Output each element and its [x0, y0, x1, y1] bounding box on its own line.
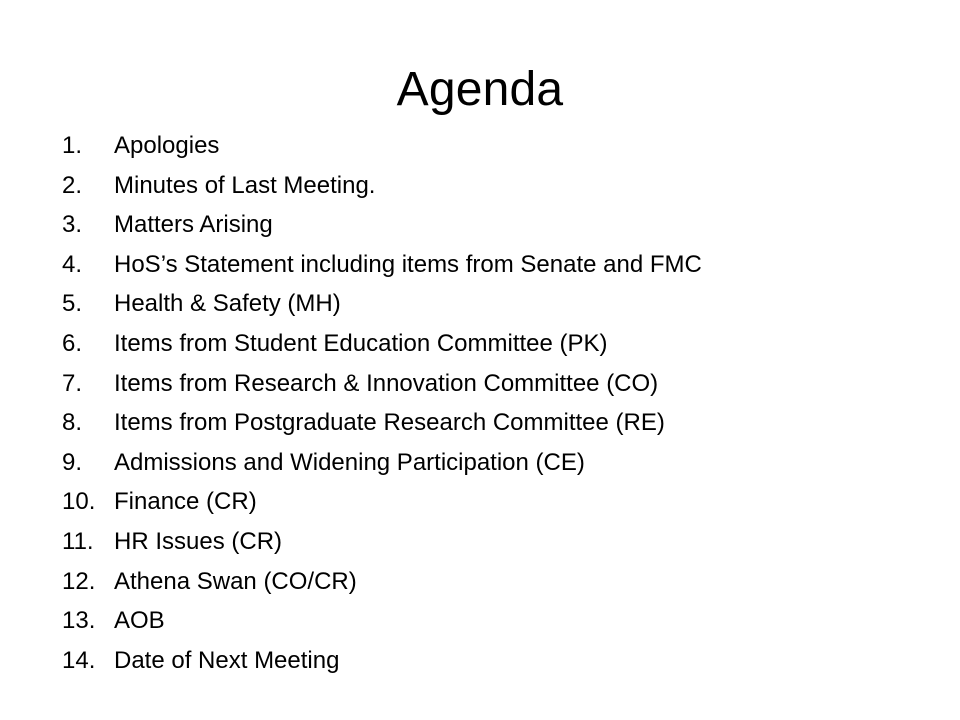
- agenda-item: [62, 126, 922, 166]
- agenda-item-text: Minutes of Last Meeting.: [114, 171, 376, 199]
- agenda-item: [62, 403, 922, 443]
- agenda-item-text: HR Issues (CR): [114, 527, 283, 555]
- agenda-item-text: AOB: [114, 607, 165, 635]
- agenda-item: [62, 522, 922, 562]
- agenda-item: [62, 284, 922, 324]
- agenda-item-text: Athena Swan (CO/CR): [114, 567, 357, 595]
- agenda-item-number: 6.: [62, 329, 83, 357]
- agenda-item: [62, 641, 922, 681]
- agenda-item: [62, 205, 922, 245]
- agenda-item-text: Finance (CR): [114, 488, 257, 516]
- agenda-item: [62, 364, 922, 404]
- agenda-item-text: Health & Safety (MH): [114, 290, 341, 318]
- agenda-item-number: 10.: [62, 488, 96, 516]
- agenda-item-number: 9.: [62, 448, 83, 476]
- agenda-item: [62, 482, 922, 522]
- agenda-item-number: 1.: [62, 132, 83, 159]
- agenda-item-number: 8.: [62, 409, 83, 437]
- agenda-item-number: 5.: [62, 290, 83, 318]
- agenda-item-number: 12.: [62, 567, 96, 595]
- agenda-item: [62, 324, 922, 364]
- slide-title: Agenda: [396, 63, 564, 116]
- agenda-item-text: Apologies: [114, 132, 220, 159]
- agenda-item-number: 11.: [62, 527, 94, 555]
- agenda-item-number: 3.: [62, 211, 83, 239]
- agenda-item: [62, 245, 922, 285]
- agenda-item-number: 13.: [62, 607, 96, 635]
- agenda-list: [62, 126, 922, 680]
- agenda-item-text: Items from Student Education Committee (PK): [114, 329, 608, 357]
- agenda-item-number: 2.: [62, 171, 83, 199]
- agenda-item: [62, 562, 922, 602]
- agenda-item-text: Date of Next Meeting: [114, 646, 340, 674]
- agenda-item-number: 7.: [62, 369, 83, 397]
- agenda-item: [62, 166, 922, 206]
- agenda-item-number: 4.: [62, 250, 83, 278]
- agenda-item-number: 14.: [62, 646, 96, 674]
- agenda-item-text: Items from Postgraduate Research Committee (RE): [114, 409, 665, 437]
- agenda-item-text: Admissions and Widening Participation (CE): [114, 448, 585, 476]
- agenda-item-text: Items from Research & Innovation Committee (CO): [114, 369, 659, 397]
- agenda-item: [62, 601, 922, 641]
- agenda-item: [62, 443, 922, 483]
- agenda-item-text: HoS’s Statement including items from Senate and FMC: [114, 250, 702, 278]
- agenda-item-text: Matters Arising: [114, 211, 273, 239]
